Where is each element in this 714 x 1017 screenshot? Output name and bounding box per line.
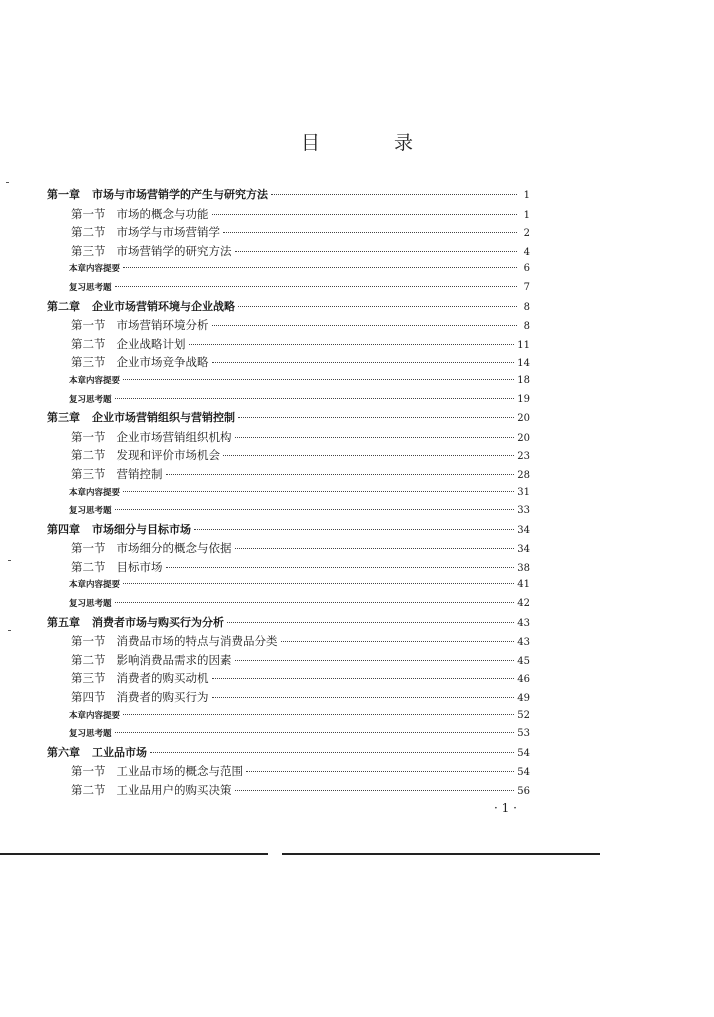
toc-dot-leader [212, 362, 515, 363]
toc-dot-leader [123, 583, 514, 584]
toc-entry-number: 第二节 [71, 783, 106, 797]
toc-entry-title: 复习思考题 [69, 282, 112, 293]
toc-chapter-row [47, 298, 530, 317]
toc-subsection-row [47, 725, 530, 744]
toc-section-row [47, 335, 530, 354]
toc-entry-number: 第三节 [71, 355, 106, 370]
toc-page-number: 20 [517, 413, 530, 425]
toc-subsection-row [47, 484, 530, 503]
toc-dot-leader [115, 509, 515, 510]
toc-page-number: 23 [517, 451, 530, 463]
toc-page-number: 34 [517, 544, 530, 556]
toc-entry-title: 市场营销环境分析 [116, 318, 209, 333]
toc-page-number: 43 [517, 617, 530, 629]
toc-entry-title: 本章内容提要 [69, 264, 121, 275]
toc-entry-title: 复习思考题 [69, 394, 112, 405]
table-of-contents [47, 186, 530, 800]
toc-section-row [47, 781, 530, 800]
toc-page-number: 1 [523, 190, 530, 201]
toc-section-row [47, 762, 530, 781]
toc-entry-number: 第三节 [71, 243, 106, 258]
toc-entry-number: 第一节 [71, 634, 106, 649]
toc-dot-leader [115, 398, 515, 399]
toc-page-number: 53 [517, 728, 530, 740]
toc-dot-leader [189, 344, 515, 345]
toc-page-number: 45 [517, 655, 530, 667]
toc-subsection-row [47, 372, 530, 391]
toc-dot-leader [212, 678, 515, 679]
toc-page-number: 46 [517, 674, 530, 686]
toc-page-number: 19 [517, 393, 530, 405]
toc-entry-title: 本章内容提要 [69, 487, 121, 498]
toc-entry-title: 复习思考题 [69, 599, 112, 610]
toc-dot-leader [281, 641, 515, 642]
toc-dot-leader [123, 714, 514, 715]
toc-page-number: 4 [523, 246, 530, 258]
toc-entry-title: 营销控制 [116, 466, 163, 481]
toc-dot-leader [223, 232, 517, 233]
toc-entry-title: 市场营销学的研究方法 [116, 243, 232, 258]
toc-page-number: 8 [523, 301, 530, 313]
toc-entry-number: 第二节 [71, 448, 106, 463]
toc-entry-number: 第一章 [47, 188, 80, 201]
toc-entry-title: 市场与市场营销学的产生与研究方法 [92, 188, 268, 201]
toc-dot-leader [150, 752, 514, 753]
toc-dot-leader [235, 790, 515, 791]
toc-page-number: 52 [517, 709, 530, 721]
toc-entry-title: 影响消费品需求的因素 [116, 652, 232, 667]
toc-entry-title: 企业市场营销组织与营销控制 [92, 411, 235, 425]
toc-page-number: 18 [517, 374, 530, 386]
toc-dot-leader [235, 251, 518, 252]
toc-section-row [47, 205, 530, 224]
toc-entry-title: 企业市场竞争战略 [116, 355, 209, 370]
toc-entry-number: 第六章 [47, 745, 80, 759]
toc-dot-leader [123, 267, 517, 268]
toc-chapter-row [47, 186, 530, 205]
toc-dot-leader [212, 325, 518, 326]
toc-dot-leader [223, 455, 514, 456]
toc-page-number: 6 [523, 263, 530, 275]
toc-page-number: 7 [523, 281, 530, 293]
toc-entry-title: 工业品市场 [92, 745, 147, 759]
toc-dot-leader [238, 417, 514, 418]
page-title: 目 录 [300, 132, 448, 154]
toc-dot-leader [212, 214, 518, 215]
toc-section-row [47, 353, 530, 372]
toc-page-number: 42 [517, 598, 530, 610]
toc-entry-number: 第二节 [71, 336, 106, 351]
toc-page-number: 28 [517, 469, 530, 481]
toc-entry-number: 第二节 [71, 225, 106, 240]
toc-page-number: 14 [517, 358, 530, 370]
toc-dot-leader [238, 306, 517, 307]
toc-entry-number: 第二章 [47, 299, 80, 313]
toc-dot-leader [123, 491, 514, 492]
toc-entry-title: 市场细分的概念与依据 [116, 541, 232, 556]
scan-bottom-rule-left [0, 853, 268, 855]
toc-dot-leader [115, 286, 517, 287]
toc-section-row [47, 316, 530, 335]
toc-dot-leader [235, 548, 515, 549]
toc-section-row [47, 651, 530, 670]
toc-page-number: 1 [523, 209, 530, 221]
toc-chapter-row [47, 409, 530, 428]
toc-page-number: 34 [517, 524, 530, 536]
toc-entry-number: 第一节 [71, 206, 106, 221]
toc-entry-title: 本章内容提要 [69, 375, 121, 386]
toc-entry-title: 市场的概念与功能 [116, 206, 209, 221]
toc-page-number: 41 [517, 579, 530, 591]
scan-bottom-rule-right [282, 853, 600, 855]
toc-entry-number: 第四节 [71, 690, 106, 705]
toc-dot-leader [227, 622, 514, 623]
toc-chapter-row [47, 614, 530, 633]
scan-speck [8, 630, 11, 631]
toc-dot-leader [166, 474, 515, 475]
toc-entry-title: 消费者的购买行为 [116, 690, 209, 705]
toc-dot-leader [235, 437, 515, 438]
toc-page-number: 8 [523, 321, 530, 333]
toc-subsection-row [47, 391, 530, 410]
toc-entry-title: 本章内容提要 [69, 580, 121, 591]
scan-speck [6, 182, 9, 183]
toc-entry-title: 消费品市场的特点与消费品分类 [116, 634, 278, 649]
toc-page-number: 20 [517, 432, 530, 444]
toc-subsection-row [47, 595, 530, 614]
toc-page-number: 2 [523, 228, 530, 240]
toc-dot-leader [166, 567, 515, 568]
toc-entry-title: 企业市场营销组织机构 [116, 429, 232, 444]
toc-entry-number: 第一节 [71, 318, 106, 333]
toc-section-row [47, 558, 530, 577]
toc-entry-number: 第一节 [71, 764, 106, 779]
toc-entry-number: 第五章 [47, 615, 80, 629]
toc-page-number: 38 [517, 562, 530, 574]
toc-section-row [47, 465, 530, 484]
toc-entry-number: 第一节 [71, 541, 106, 556]
toc-entry-number: 第二节 [71, 559, 106, 574]
toc-entry-number: 第三章 [47, 411, 80, 425]
toc-entry-title: 复习思考题 [69, 729, 112, 740]
toc-entry-title: 消费者的购买动机 [116, 671, 209, 686]
toc-entry-title: 消费者市场与购买行为分析 [92, 615, 224, 629]
toc-section-row [47, 428, 530, 447]
toc-entry-title: 市场学与市场营销学 [116, 225, 220, 240]
toc-entry-title: 企业市场营销环境与企业战略 [92, 299, 235, 313]
toc-page-number: 54 [517, 767, 530, 779]
toc-section-row [47, 669, 530, 688]
toc-entry-title: 企业战略计划 [116, 336, 186, 351]
toc-section-row [47, 688, 530, 707]
toc-entry-title: 工业品市场的概念与范围 [116, 764, 243, 779]
toc-entry-number: 第四章 [47, 522, 80, 536]
toc-entry-title: 目标市场 [116, 559, 163, 574]
toc-subsection-row [47, 260, 530, 279]
toc-entry-title: 发现和评价市场机会 [116, 448, 220, 463]
toc-dot-leader [235, 660, 515, 661]
toc-subsection-row [47, 279, 530, 298]
toc-dot-leader [115, 732, 515, 733]
toc-section-row [47, 446, 530, 465]
toc-entry-title: 工业品用户的购买决策 [116, 783, 232, 797]
toc-entry-title: 本章内容提要 [69, 710, 121, 721]
page-number: · 1 · [494, 801, 517, 815]
toc-entry-number: 第三节 [71, 466, 106, 481]
toc-dot-leader [115, 602, 515, 603]
toc-dot-leader [194, 529, 514, 530]
toc-entry-number: 第三节 [71, 671, 106, 686]
toc-subsection-row [47, 576, 530, 595]
toc-page-number: 49 [517, 693, 530, 705]
toc-page-number: 43 [517, 637, 530, 649]
toc-dot-leader [123, 379, 514, 380]
toc-section-row [47, 242, 530, 261]
toc-page-number: 56 [517, 786, 530, 797]
toc-entry-number: 第二节 [71, 652, 106, 667]
toc-subsection-row [47, 502, 530, 521]
toc-entry-number: 第一节 [71, 429, 106, 444]
toc-page-number: 33 [517, 505, 530, 517]
toc-dot-leader [246, 771, 514, 772]
toc-entry-title: 复习思考题 [69, 506, 112, 517]
scan-speck [8, 560, 11, 561]
toc-page-number: 31 [517, 486, 530, 498]
toc-entry-title: 市场细分与目标市场 [92, 522, 191, 536]
toc-dot-leader [271, 194, 517, 195]
toc-section-row [47, 632, 530, 651]
toc-chapter-row [47, 744, 530, 763]
toc-section-row [47, 223, 530, 242]
toc-page-number: 54 [517, 747, 530, 759]
toc-subsection-row [47, 707, 530, 726]
toc-section-row [47, 539, 530, 558]
toc-page-number: 11 [517, 339, 530, 351]
toc-dot-leader [212, 697, 515, 698]
toc-chapter-row [47, 521, 530, 540]
